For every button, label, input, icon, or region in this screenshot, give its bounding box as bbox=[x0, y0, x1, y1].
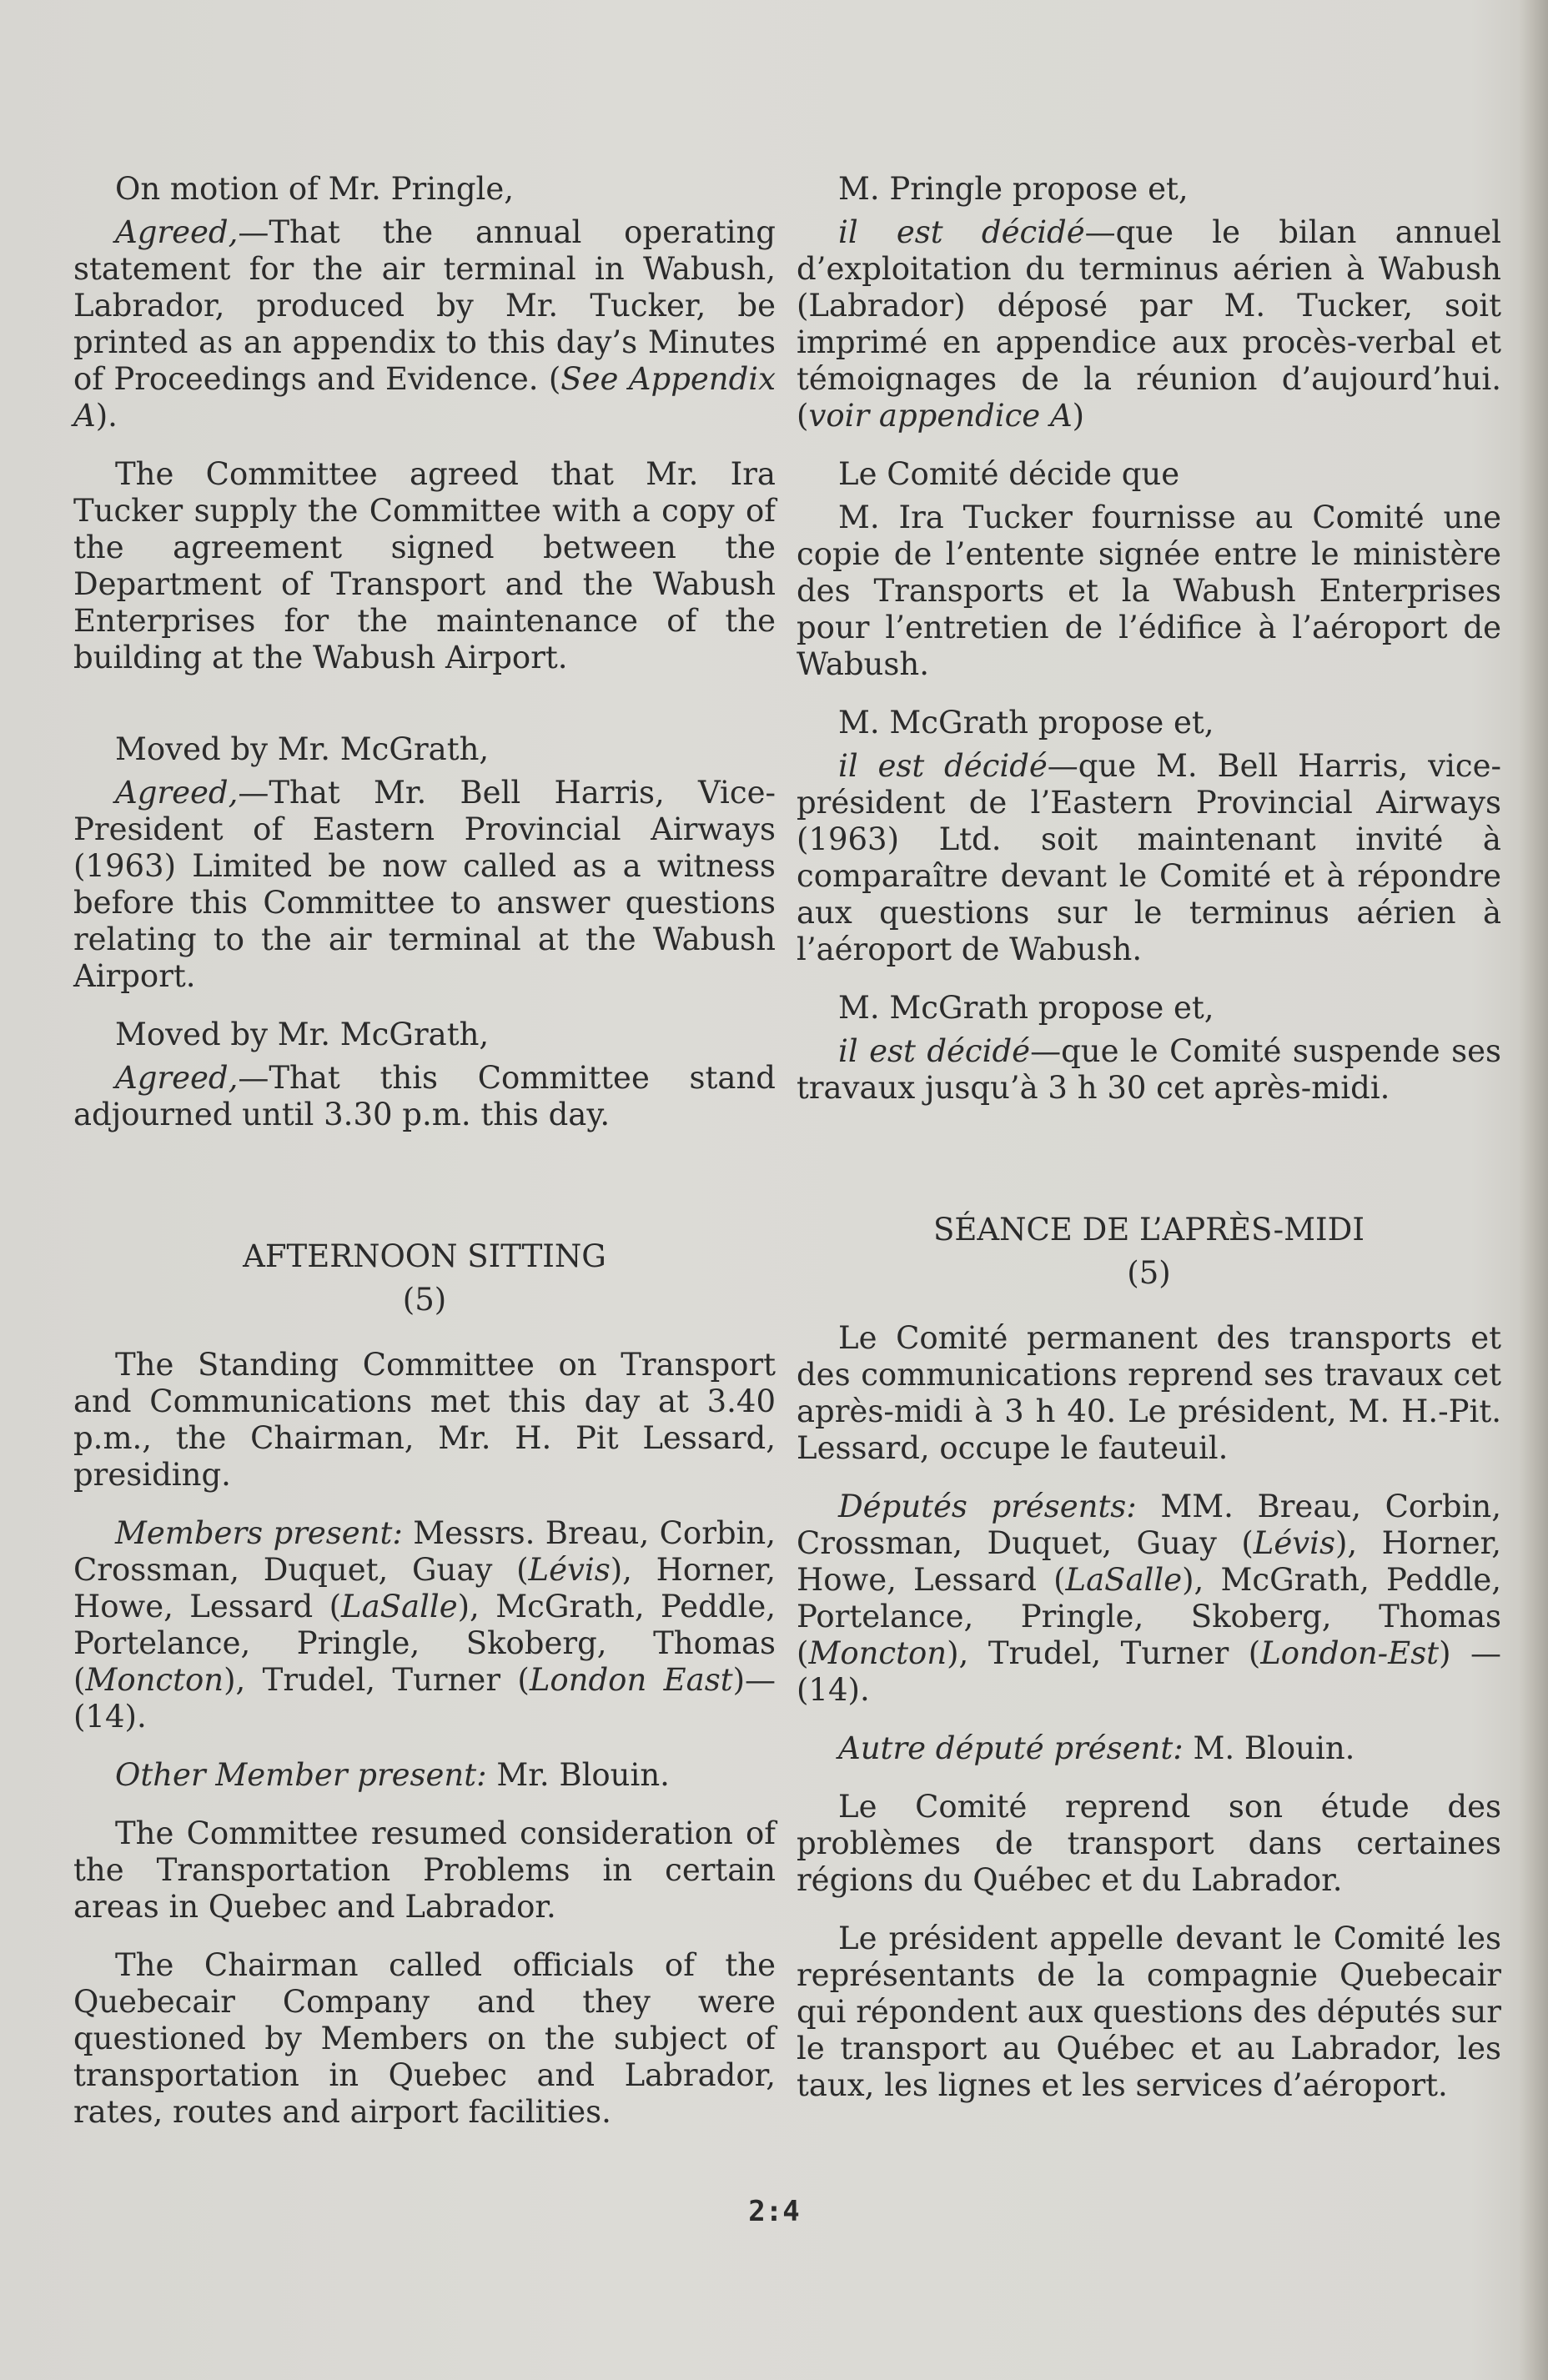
president-appelle-paragraph: Le président appelle devant le Comité les représentants de la compagnie Quebecair qui répondent aux questions des députés sur le transport au Québec et au Labrador, les taux, les lignes et les services d’aéroport. bbox=[797, 1921, 1501, 2103]
agreed-adjourn-paragraph: Agreed,—That this Committee stand adjourned until 3.30 p.m. this day. bbox=[73, 1060, 776, 1132]
seance-apres-midi-heading: SÉANCE DE L’APRÈS-MIDI bbox=[933, 1212, 1365, 1248]
page-edge-shadow bbox=[1520, 0, 1548, 2380]
deputes-presents-label: Députés présents: bbox=[838, 1489, 1137, 1524]
motion-lead-mcgrath-1-fr: M. McGrath propose et, bbox=[838, 705, 1214, 741]
page-number: 2:4 bbox=[748, 2195, 800, 2228]
etude-problemes-paragraph: Le Comité reprend son étude des problèmes de transport dans certaines régions du Québec et du Labrador. bbox=[797, 1789, 1501, 1898]
decide-adjourn-paragraph-fr: il est décidé—que le Comité suspende ses travaux jusqu’à 3 h 30 cet après-midi. bbox=[797, 1033, 1501, 1106]
seance-number: (5) bbox=[1127, 1255, 1171, 1291]
agreed-appendix-paragraph: Agreed,—That the annual operating statement for the air terminal in Wabush, Labrador, produced by Mr. Tucker, be printed as an appendix to this day’s Minutes of Proceedings and Evidence. (See Appendix A). bbox=[73, 214, 776, 434]
autre-depute-paragraph: Autre député présent: M. Blouin. bbox=[838, 1730, 1355, 1766]
afternoon-sitting-heading: AFTERNOON SITTING bbox=[243, 1238, 606, 1274]
english-column bbox=[73, 171, 776, 2152]
other-member-label: Other Member present: bbox=[115, 1757, 487, 1793]
motion-lead-mcgrath-2-fr: M. McGrath propose et, bbox=[838, 990, 1214, 1026]
autre-depute-label: Autre député présent: bbox=[838, 1730, 1184, 1766]
agreed-witness-paragraph: Agreed,—That Mr. Bell Harris, Vice-President of Eastern Provincial Airways (1963) Limited be now called as a witness before this Committee to answer questions relating to the air terminal at the Wabush Airport. bbox=[73, 775, 776, 994]
agreed-label: Agreed, bbox=[115, 1060, 239, 1096]
voir-appendice-ref: voir appendice A bbox=[808, 398, 1073, 434]
decide-appendix-paragraph-fr: il est décidé—que le bilan annuel d’exploitation du terminus aérien à Wabush (Labrador) déposé par M. Tucker, soit imprimé en appendice aux procès-verbal et témoignages de la réunion d’aujourd’hui. (voir appendice A) bbox=[797, 214, 1501, 434]
decide-witness-paragraph-fr: il est décidé—que M. Bell Harris, vice-président de l’Eastern Provincial Airways (1963) Ltd. soit maintenant invité à comparaître devant le Comité et à répondre aux questions sur le terminus aérien à l’aéroport de Wabush. bbox=[797, 748, 1501, 967]
tucker-entente-paragraph-fr: M. Ira Tucker fournisse au Comité une copie de l’entente signée entre le ministère des Transports et la Wabush Enterprises pour l’entretien de l’édifice à l’aéroport de Wabush. bbox=[797, 500, 1501, 682]
decide-label: il est décidé bbox=[838, 1033, 1031, 1069]
agreed-label: Agreed, bbox=[115, 214, 239, 250]
committee-met-paragraph: The Standing Committee on Transport and Communications met this day at 3.40 p.m., the Chairman, Mr. H. Pit Lessard, presiding. bbox=[73, 1347, 776, 1493]
tucker-agreement-paragraph: The Committee agreed that Mr. Ira Tucker supply the Committee with a copy of the agreement signed between the Department of Transport and the Wabush Enterprises for the maintenance of the building at the Wabush Airport. bbox=[73, 456, 776, 675]
sitting-number: (5) bbox=[402, 1282, 447, 1318]
motion-lead-pringle: On motion of Mr. Pringle, bbox=[115, 171, 515, 207]
comite-decide-lead: Le Comité décide que bbox=[838, 456, 1180, 492]
motion-lead-mcgrath-1: Moved by Mr. McGrath, bbox=[115, 731, 490, 767]
decide-label: il est décidé bbox=[838, 214, 1085, 250]
decide-label: il est décidé bbox=[838, 748, 1048, 784]
resumed-consideration-paragraph: The Committee resumed consideration of the Transportation Problems in certain areas in Quebec and Labrador. bbox=[73, 1815, 776, 1925]
members-present-paragraph: Members present: Messrs. Breau, Corbin, Crossman, Duquet, Guay (Lévis), Horner, Howe, Lessard (LaSalle), McGrath, Peddle, Portelance, Pringle, Skoberg, Thomas (Moncton), Trudel, Turner (London East)—(14). bbox=[73, 1515, 776, 1735]
agreed-label: Agreed, bbox=[115, 775, 239, 811]
see-appendix-ref: See Appendix A bbox=[73, 361, 776, 434]
motion-lead-mcgrath-2: Moved by Mr. McGrath, bbox=[115, 1017, 490, 1052]
french-column bbox=[797, 171, 1501, 2126]
motion-lead-pringle-fr: M. Pringle propose et, bbox=[838, 171, 1189, 207]
other-member-paragraph: Other Member present: Mr. Blouin. bbox=[115, 1757, 670, 1793]
deputes-presents-paragraph: Députés présents: MM. Breau, Corbin, Crossman, Duquet, Guay (Lévis), Horner, Howe, Lessard (LaSalle), McGrath, Peddle, Portelance, Pringle, Skoberg, Thomas (Moncton), Trudel, Turner (London-Est) —(14). bbox=[797, 1489, 1501, 1708]
members-present-label: Members present: bbox=[115, 1515, 403, 1551]
chairman-called-paragraph: The Chairman called officials of the Quebecair Company and they were questioned by Members on the subject of transportation in Quebec and Labrador, rates, routes and airport facilities. bbox=[73, 1947, 776, 2130]
comite-reprend-paragraph: Le Comité permanent des transports et des communications reprend ses travaux cet après-midi à 3 h 40. Le président, M. H.-Pit. Lessard, occupe le fauteuil. bbox=[797, 1320, 1501, 1466]
